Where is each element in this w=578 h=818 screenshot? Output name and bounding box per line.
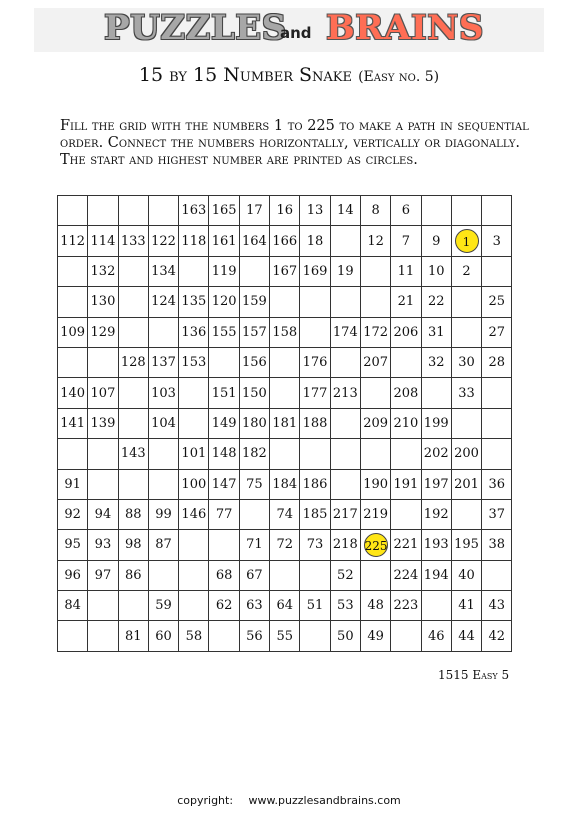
grid-cell[interactable] [179, 591, 209, 621]
grid-cell[interactable]: 19 [330, 256, 360, 286]
grid-cell[interactable]: 25 [482, 287, 512, 317]
grid-cell[interactable]: 43 [482, 591, 512, 621]
grid-cell[interactable]: 176 [300, 347, 330, 377]
grid-cell[interactable]: 184 [270, 469, 300, 499]
grid-cell[interactable]: 137 [148, 347, 178, 377]
grid-cell[interactable] [421, 378, 451, 408]
grid-cell[interactable] [88, 469, 118, 499]
grid-cell[interactable]: 134 [148, 256, 178, 286]
grid-cell[interactable]: 31 [421, 317, 451, 347]
grid-row [58, 317, 512, 347]
grid-cell[interactable]: 32 [421, 347, 451, 377]
grid-cell[interactable]: 97 [88, 560, 118, 590]
grid-cell[interactable] [270, 560, 300, 590]
grid-cell[interactable]: 60 [148, 621, 178, 651]
grid-cell[interactable]: 136 [179, 317, 209, 347]
grid-cell[interactable]: 109 [58, 317, 88, 347]
grid-cell[interactable] [391, 621, 421, 651]
grid-cell[interactable] [482, 439, 512, 469]
instruction-line: order. Connect the numbers horizontally, vertically or diagonally. [60, 135, 521, 151]
grid-cell[interactable] [482, 408, 512, 438]
grid-cell[interactable]: 18 [300, 226, 330, 256]
grid-cell[interactable]: 22 [421, 287, 451, 317]
grid-cell[interactable]: 206 [391, 317, 421, 347]
grid-cell[interactable]: 133 [118, 226, 148, 256]
grid-cell[interactable]: 153 [179, 347, 209, 377]
grid-row [58, 530, 512, 560]
grid-cell[interactable] [360, 378, 390, 408]
grid-cell[interactable]: 99 [148, 499, 178, 529]
grid-cell[interactable] [330, 469, 360, 499]
grid-cell[interactable] [330, 287, 360, 317]
grid-cell[interactable]: 67 [239, 560, 269, 590]
grid-cell[interactable]: 208 [391, 378, 421, 408]
grid-cell[interactable]: 177 [300, 378, 330, 408]
grid-cell[interactable] [118, 378, 148, 408]
grid-cell[interactable] [421, 591, 451, 621]
grid-cell[interactable]: 36 [482, 469, 512, 499]
grid-cell[interactable] [330, 226, 360, 256]
grid-cell[interactable]: 49 [360, 621, 390, 651]
grid-cell[interactable]: 68 [209, 560, 239, 590]
grid-row [58, 408, 512, 438]
grid-cell[interactable]: 213 [330, 378, 360, 408]
grid-cell[interactable]: 140 [58, 378, 88, 408]
grid-row [58, 256, 512, 286]
grid-row [58, 226, 512, 256]
grid-cell[interactable] [330, 439, 360, 469]
grid-cell[interactable]: 56 [239, 621, 269, 651]
grid-cell[interactable] [118, 196, 148, 226]
grid-cell[interactable] [391, 439, 421, 469]
grid-cell[interactable] [58, 196, 88, 226]
grid-cell[interactable]: 195 [451, 530, 481, 560]
grid-cell[interactable]: 30 [451, 347, 481, 377]
copyright-label: copyright: [177, 794, 234, 807]
grid-cell[interactable]: 33 [451, 378, 481, 408]
grid-cell[interactable]: 8 [360, 196, 390, 226]
grid-cell[interactable] [239, 499, 269, 529]
grid-cell[interactable]: 118 [179, 226, 209, 256]
grid-cell[interactable]: 71 [239, 530, 269, 560]
grid-cell[interactable] [270, 439, 300, 469]
grid-cell[interactable]: 132 [88, 256, 118, 286]
grid-cell[interactable]: 41 [451, 591, 481, 621]
grid-cell[interactable]: 194 [421, 560, 451, 590]
grid-cell[interactable] [300, 621, 330, 651]
grid-cell[interactable]: 128 [118, 347, 148, 377]
grid-cell[interactable] [360, 560, 390, 590]
grid-cell[interactable]: 146 [179, 499, 209, 529]
grid-cell[interactable]: 46 [421, 621, 451, 651]
grid-cell[interactable]: 107 [88, 378, 118, 408]
grid-cell[interactable] [300, 287, 330, 317]
grid-cell[interactable]: 112 [58, 226, 88, 256]
grid-cell[interactable]: 151 [209, 378, 239, 408]
grid-cell[interactable] [391, 347, 421, 377]
grid-cell[interactable] [300, 439, 330, 469]
grid-cell[interactable]: 156 [239, 347, 269, 377]
grid-cell[interactable]: 197 [421, 469, 451, 499]
grid-cell[interactable]: 103 [148, 378, 178, 408]
grid-cell[interactable] [179, 560, 209, 590]
grid-cell[interactable] [148, 469, 178, 499]
grid-cell[interactable]: 163 [179, 196, 209, 226]
grid-cell[interactable]: 150 [239, 378, 269, 408]
grid-row [58, 347, 512, 377]
grid-cell[interactable]: 181 [270, 408, 300, 438]
grid-cell[interactable] [360, 256, 390, 286]
grid-cell[interactable]: 149 [209, 408, 239, 438]
grid-cell[interactable] [58, 347, 88, 377]
grid-cell[interactable]: 11 [391, 256, 421, 286]
grid-cell[interactable]: 174 [330, 317, 360, 347]
grid-cell[interactable]: 139 [88, 408, 118, 438]
grid-cell[interactable] [88, 591, 118, 621]
grid-cell[interactable] [482, 196, 512, 226]
circled-number: 225 [364, 533, 388, 557]
grid-cell[interactable] [270, 347, 300, 377]
grid-cell[interactable]: 81 [118, 621, 148, 651]
grid-cell[interactable]: 2 [451, 256, 481, 286]
grid-cell[interactable]: 101 [179, 439, 209, 469]
grid-cell[interactable]: 200 [451, 439, 481, 469]
grid-cell[interactable]: 122 [148, 226, 178, 256]
grid-cell[interactable] [209, 530, 239, 560]
grid-cell[interactable]: 87 [148, 530, 178, 560]
grid-cell[interactable] [148, 317, 178, 347]
grid-cell[interactable]: 9 [421, 226, 451, 256]
grid-cell[interactable] [300, 560, 330, 590]
grid-cell[interactable]: 94 [88, 499, 118, 529]
grid-cell[interactable]: 96 [58, 560, 88, 590]
grid-cell[interactable]: 16 [270, 196, 300, 226]
grid-cell[interactable]: 7 [391, 226, 421, 256]
grid-cell[interactable]: 172 [360, 317, 390, 347]
grid-cell[interactable]: 50 [330, 621, 360, 651]
grid-cell[interactable]: 124 [148, 287, 178, 317]
grid-cell[interactable]: 63 [239, 591, 269, 621]
grid-cell[interactable]: 91 [58, 469, 88, 499]
grid-cell[interactable]: 185 [300, 499, 330, 529]
grid-cell[interactable] [118, 256, 148, 286]
grid-cell[interactable]: 188 [300, 408, 330, 438]
grid-cell[interactable]: 14 [330, 196, 360, 226]
grid-row [58, 560, 512, 590]
grid-cell[interactable] [58, 439, 88, 469]
grid-cell[interactable]: 86 [118, 560, 148, 590]
grid-cell[interactable]: 84 [58, 591, 88, 621]
grid-cell[interactable] [239, 256, 269, 286]
grid-cell[interactable]: 141 [58, 408, 88, 438]
grid-cell[interactable]: 55 [270, 621, 300, 651]
title-sub: (Easy no. 5) [358, 69, 440, 85]
grid-cell[interactable]: 217 [330, 499, 360, 529]
grid-cell[interactable]: 167 [270, 256, 300, 286]
logo-brains: BRAINS [326, 8, 484, 48]
grid-cell[interactable]: 182 [239, 439, 269, 469]
grid-cell[interactable]: 155 [209, 317, 239, 347]
grid-cell[interactable] [209, 347, 239, 377]
grid-cell[interactable]: 201 [451, 469, 481, 499]
number-snake-grid [57, 195, 512, 652]
grid-cell[interactable]: 161 [209, 226, 239, 256]
title-main: 15 by 15 Number Snake [138, 64, 353, 86]
grid-cell[interactable]: 114 [88, 226, 118, 256]
grid-cell[interactable]: 51 [300, 591, 330, 621]
grid-cell[interactable]: 64 [270, 591, 300, 621]
grid-row [58, 287, 512, 317]
grid-cell[interactable] [148, 439, 178, 469]
grid-row [58, 378, 512, 408]
grid-cell[interactable]: 143 [118, 439, 148, 469]
grid-cell[interactable] [330, 408, 360, 438]
instruction-line: Fill the grid with the numbers 1 to 225 to make a path in sequential [60, 118, 529, 134]
grid-cell[interactable]: 62 [209, 591, 239, 621]
grid-cell[interactable]: 6 [391, 196, 421, 226]
grid-cell[interactable]: 165 [209, 196, 239, 226]
grid-cell[interactable] [179, 378, 209, 408]
grid-cell[interactable] [179, 408, 209, 438]
grid-cell[interactable]: 223 [391, 591, 421, 621]
grid-cell[interactable] [451, 226, 481, 256]
grid-cell[interactable]: 130 [88, 287, 118, 317]
grid-cell[interactable] [391, 499, 421, 529]
grid-row [58, 621, 512, 651]
grid-cell[interactable]: 190 [360, 469, 390, 499]
grid-cell[interactable]: 74 [270, 499, 300, 529]
footer [0, 794, 578, 807]
grid-cell[interactable]: 209 [360, 408, 390, 438]
grid-cell[interactable]: 73 [300, 530, 330, 560]
grid-cell[interactable] [451, 287, 481, 317]
grid-cell[interactable]: 120 [209, 287, 239, 317]
grid-cell[interactable] [88, 196, 118, 226]
grid-cell[interactable]: 166 [270, 226, 300, 256]
grid-cell[interactable]: 52 [330, 560, 360, 590]
grid-cell[interactable] [179, 530, 209, 560]
grid-cell[interactable]: 93 [88, 530, 118, 560]
grid-row [58, 499, 512, 529]
grid-cell[interactable]: 12 [360, 226, 390, 256]
grid-cell[interactable] [179, 256, 209, 286]
grid-cell[interactable] [148, 560, 178, 590]
grid-cell[interactable]: 218 [330, 530, 360, 560]
grid-cell[interactable]: 88 [118, 499, 148, 529]
grid-cell[interactable]: 147 [209, 469, 239, 499]
grid-cell[interactable]: 21 [391, 287, 421, 317]
circled-number: 1 [455, 229, 479, 253]
grid-cell[interactable]: 186 [300, 469, 330, 499]
grid-cell[interactable] [118, 469, 148, 499]
grid-cell[interactable]: 158 [270, 317, 300, 347]
grid-cell[interactable]: 193 [421, 530, 451, 560]
grid-cell[interactable] [209, 621, 239, 651]
grid-cell[interactable] [482, 378, 512, 408]
instructions [60, 118, 550, 169]
grid-cell[interactable] [88, 347, 118, 377]
grid-cell[interactable]: 219 [360, 499, 390, 529]
instruction-line: The start and highest number are printed as circles. [60, 152, 418, 168]
page-title [0, 64, 578, 86]
puzzle-code: 1515 Easy 5 [438, 668, 510, 682]
grid-cell[interactable]: 28 [482, 347, 512, 377]
grid-cell[interactable]: 164 [239, 226, 269, 256]
grid-cell[interactable] [118, 317, 148, 347]
grid-cell[interactable]: 53 [330, 591, 360, 621]
grid-cell[interactable]: 77 [209, 499, 239, 529]
grid-cell[interactable] [118, 408, 148, 438]
grid-cell[interactable]: 3 [482, 226, 512, 256]
grid-cell[interactable]: 159 [239, 287, 269, 317]
grid-cell[interactable]: 92 [58, 499, 88, 529]
grid-cell[interactable] [421, 196, 451, 226]
grid-cell[interactable]: 44 [451, 621, 481, 651]
grid-cell[interactable]: 169 [300, 256, 330, 286]
grid-cell[interactable] [451, 317, 481, 347]
grid-cell[interactable] [148, 196, 178, 226]
grid-cell[interactable] [360, 287, 390, 317]
grid-cell[interactable] [330, 347, 360, 377]
grid-cell[interactable] [58, 256, 88, 286]
grid-cell[interactable]: 221 [391, 530, 421, 560]
grid-row [58, 196, 512, 226]
grid-cell[interactable] [451, 408, 481, 438]
grid-cell[interactable]: 95 [58, 530, 88, 560]
grid-row [58, 591, 512, 621]
grid-cell[interactable]: 72 [270, 530, 300, 560]
grid-cell[interactable]: 75 [239, 469, 269, 499]
grid-cell[interactable] [270, 287, 300, 317]
logo-and: and [280, 24, 312, 42]
grid-cell[interactable]: 59 [148, 591, 178, 621]
grid-cell[interactable] [58, 287, 88, 317]
grid-cell[interactable] [270, 378, 300, 408]
grid-cell[interactable]: 148 [209, 439, 239, 469]
grid-cell[interactable]: 38 [482, 530, 512, 560]
grid-cell[interactable]: 98 [118, 530, 148, 560]
grid-cell[interactable]: 135 [179, 287, 209, 317]
grid-cell[interactable] [58, 621, 88, 651]
grid-cell[interactable]: 10 [421, 256, 451, 286]
grid-cell[interactable]: 157 [239, 317, 269, 347]
grid-cell[interactable]: 48 [360, 591, 390, 621]
grid-cell[interactable] [451, 499, 481, 529]
grid-cell[interactable]: 40 [451, 560, 481, 590]
grid-cell[interactable] [482, 256, 512, 286]
grid-cell[interactable]: 192 [421, 499, 451, 529]
grid-cell[interactable]: 100 [179, 469, 209, 499]
grid-cell[interactable] [88, 439, 118, 469]
grid-cell[interactable]: 202 [421, 439, 451, 469]
grid-cell[interactable] [118, 591, 148, 621]
grid-cell[interactable]: 58 [179, 621, 209, 651]
grid-cell[interactable]: 37 [482, 499, 512, 529]
grid-cell[interactable]: 42 [482, 621, 512, 651]
grid-row [58, 439, 512, 469]
grid-cell[interactable]: 180 [239, 408, 269, 438]
grid-row [58, 469, 512, 499]
grid-cell[interactable]: 13 [300, 196, 330, 226]
grid-cell[interactable]: 119 [209, 256, 239, 286]
grid-cell[interactable] [118, 287, 148, 317]
grid-cell[interactable] [360, 530, 390, 560]
grid-cell[interactable]: 210 [391, 408, 421, 438]
grid-cell[interactable]: 191 [391, 469, 421, 499]
logo-puzzles: PUZZLES [104, 8, 287, 48]
grid-cell[interactable] [360, 439, 390, 469]
grid-cell[interactable] [482, 560, 512, 590]
grid-cell[interactable] [88, 621, 118, 651]
grid-cell[interactable]: 129 [88, 317, 118, 347]
grid-cell[interactable]: 104 [148, 408, 178, 438]
grid-cell[interactable]: 224 [391, 560, 421, 590]
website-link[interactable]: www.puzzlesandbrains.com [248, 794, 401, 807]
grid-cell[interactable]: 199 [421, 408, 451, 438]
grid-cell[interactable]: 207 [360, 347, 390, 377]
grid-cell[interactable]: 17 [239, 196, 269, 226]
grid-cell[interactable]: 27 [482, 317, 512, 347]
grid-cell[interactable] [451, 196, 481, 226]
grid-cell[interactable] [300, 317, 330, 347]
